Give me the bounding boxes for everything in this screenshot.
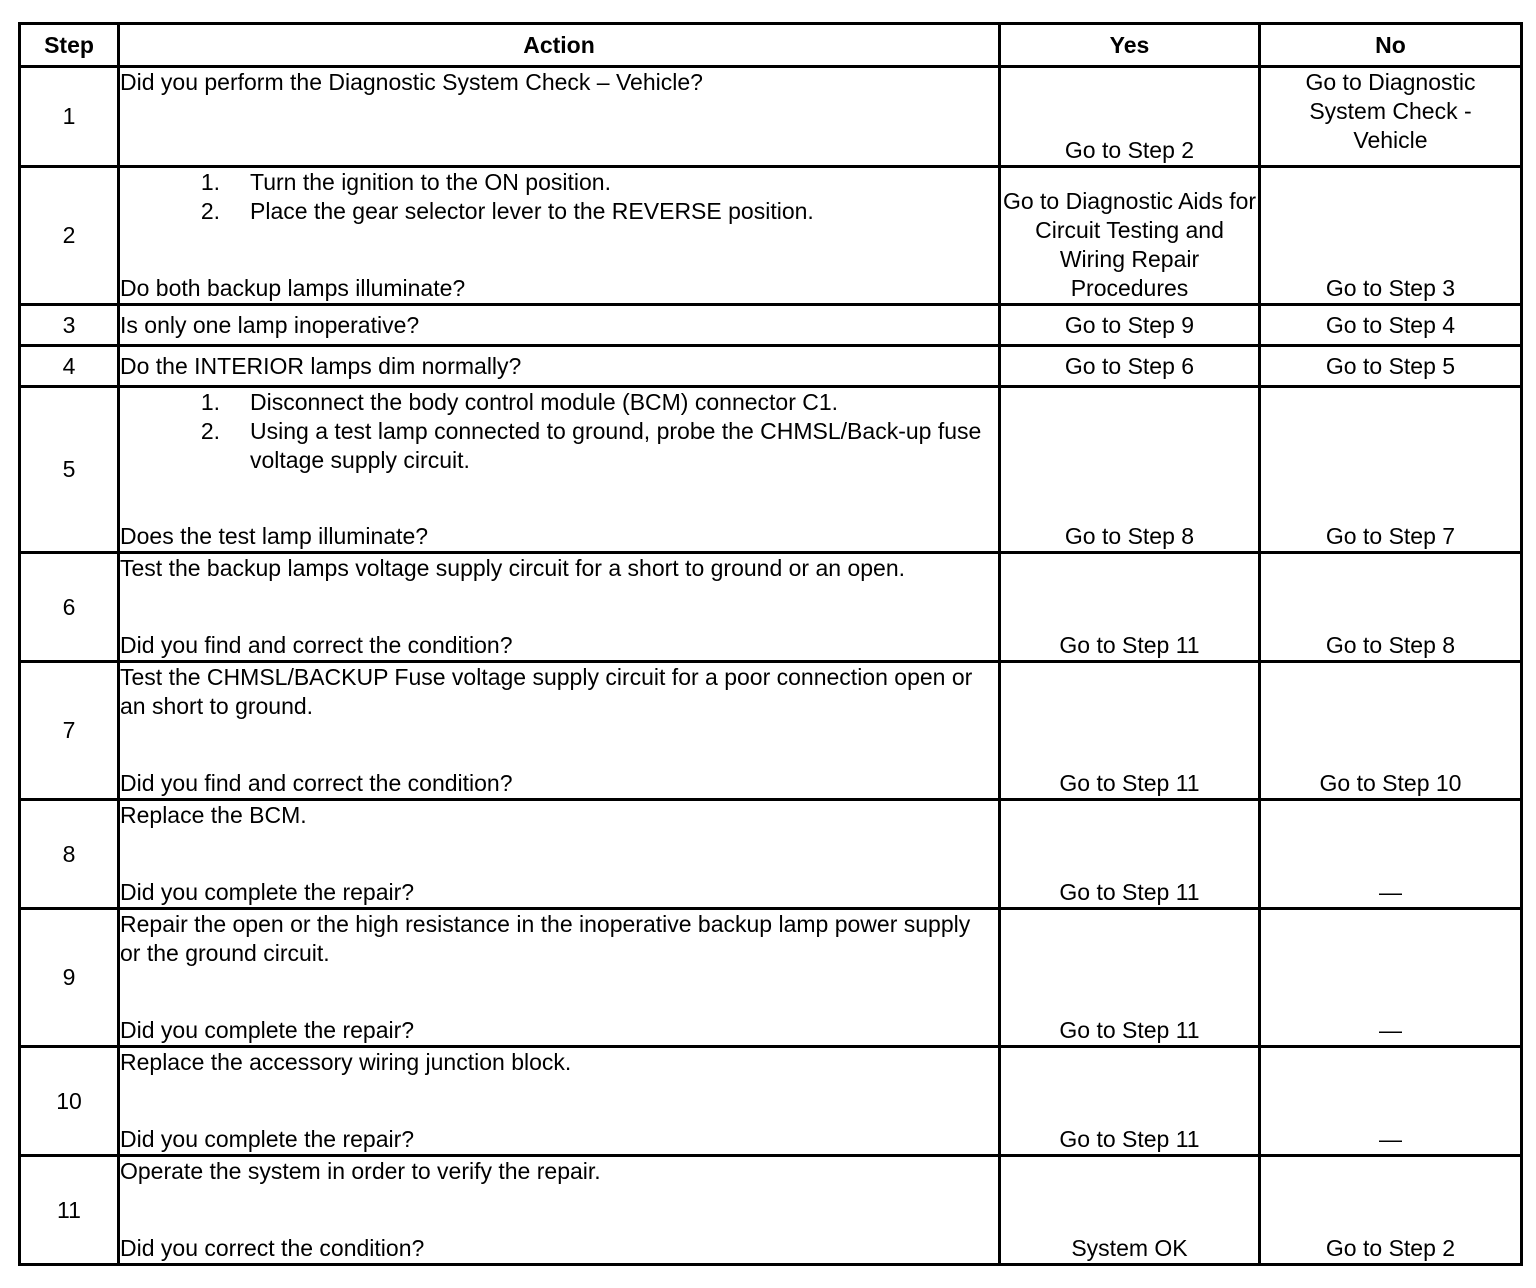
step-number: 2 <box>20 167 119 305</box>
instruction-list <box>120 388 998 475</box>
action-question: Did you correct the condition? <box>120 1235 425 1261</box>
table-row <box>20 346 1522 387</box>
header-step: Step <box>20 24 119 67</box>
list-item: 1. Disconnect the body control module (BCM) connector C1. <box>200 389 839 415</box>
table-row <box>20 800 1522 909</box>
no-cell: — <box>1260 800 1522 909</box>
action-text: Operate the system in order to verify the repair. <box>120 1158 601 1184</box>
action-cell <box>119 909 1000 1047</box>
no-cell: Go to Step 2 <box>1260 1156 1522 1265</box>
step-number: 3 <box>20 305 119 346</box>
yes-cell: Go to Step 11 <box>1000 1047 1260 1156</box>
table-row <box>20 909 1522 1047</box>
yes-cell: Go to Step 11 <box>1000 909 1260 1047</box>
action-cell <box>119 346 1000 387</box>
step-number: 4 <box>20 346 119 387</box>
step-number: 9 <box>20 909 119 1047</box>
action-cell <box>119 167 1000 305</box>
step-number: 7 <box>20 662 119 800</box>
step-number: 10 <box>20 1047 119 1156</box>
action-text: Repair the open or the high resistance in the inoperative backup lamp power supply or the ground circuit. <box>120 911 971 966</box>
action-question: Did you complete the repair? <box>120 1017 415 1043</box>
table-row <box>20 67 1522 167</box>
no-cell: Go to Step 8 <box>1260 553 1522 662</box>
no-cell: Go to Step 7 <box>1260 387 1522 553</box>
yes-cell: Go to Diagnostic Aids for Circuit Testing and Wiring Repair Procedures <box>1000 167 1260 305</box>
header-action: Action <box>119 24 1000 67</box>
action-cell <box>119 305 1000 346</box>
list-item: 1. Turn the ignition to the ON position. <box>200 169 611 195</box>
action-text: Is only one lamp inoperative? <box>120 311 420 338</box>
no-cell: Go to Step 5 <box>1260 346 1522 387</box>
no-cell: Go to Step 4 <box>1260 305 1522 346</box>
yes-cell: System OK <box>1000 1156 1260 1265</box>
yes-cell: Go to Step 6 <box>1000 346 1260 387</box>
list-item: 2. Using a test lamp connected to ground, probe the CHMSL/Back-up fuse voltage supply circuit. <box>200 418 982 473</box>
no-cell: Go to Step 10 <box>1260 662 1522 800</box>
action-question: Do both backup lamps illuminate? <box>120 275 466 301</box>
header-row <box>20 24 1522 67</box>
header-no: No <box>1260 24 1522 67</box>
list-item: 2. Place the gear selector lever to the REVERSE position. <box>200 198 814 224</box>
action-text: Did you perform the Diagnostic System Check – Vehicle? <box>120 69 703 95</box>
action-text: Do the INTERIOR lamps dim normally? <box>120 352 522 379</box>
action-question: Does the test lamp illuminate? <box>120 523 429 549</box>
action-cell <box>119 1156 1000 1265</box>
yes-cell: Go to Step 8 <box>1000 387 1260 553</box>
action-text: Test the CHMSL/BACKUP Fuse voltage supply circuit for a poor connection open or an short to ground. <box>120 664 973 719</box>
instruction-list <box>120 168 998 226</box>
action-text: Replace the accessory wiring junction block. <box>120 1049 572 1075</box>
diagnostic-table <box>18 22 1523 1266</box>
action-question: Did you complete the repair? <box>120 879 415 905</box>
table-row <box>20 1047 1522 1156</box>
action-question: Did you complete the repair? <box>120 1126 415 1152</box>
action-question: Did you find and correct the condition? <box>120 632 513 658</box>
action-cell <box>119 553 1000 662</box>
table-row <box>20 305 1522 346</box>
yes-cell: Go to Step 9 <box>1000 305 1260 346</box>
action-cell <box>119 800 1000 909</box>
action-cell <box>119 1047 1000 1156</box>
step-number: 11 <box>20 1156 119 1265</box>
no-cell: — <box>1260 909 1522 1047</box>
header-yes: Yes <box>1000 24 1260 67</box>
step-number: 5 <box>20 387 119 553</box>
no-cell: — <box>1260 1047 1522 1156</box>
no-cell: Go to Diagnostic System Check - Vehicle <box>1260 67 1522 167</box>
yes-cell: Go to Step 11 <box>1000 800 1260 909</box>
yes-cell: Go to Step 2 <box>1000 67 1260 167</box>
table-row <box>20 553 1522 662</box>
action-text: Test the backup lamps voltage supply circuit for a short to ground or an open. <box>120 555 905 581</box>
table-row <box>20 1156 1522 1265</box>
table-row <box>20 167 1522 305</box>
yes-cell: Go to Step 11 <box>1000 662 1260 800</box>
action-text: Replace the BCM. <box>120 802 307 828</box>
yes-cell: Go to Step 11 <box>1000 553 1260 662</box>
action-question: Did you find and correct the condition? <box>120 770 513 796</box>
action-cell <box>119 662 1000 800</box>
table-row <box>20 387 1522 553</box>
action-cell <box>119 67 1000 167</box>
no-cell: Go to Step 3 <box>1260 167 1522 305</box>
table-row <box>20 662 1522 800</box>
step-number: 6 <box>20 553 119 662</box>
action-cell <box>119 387 1000 553</box>
step-number: 8 <box>20 800 119 909</box>
step-number: 1 <box>20 67 119 167</box>
